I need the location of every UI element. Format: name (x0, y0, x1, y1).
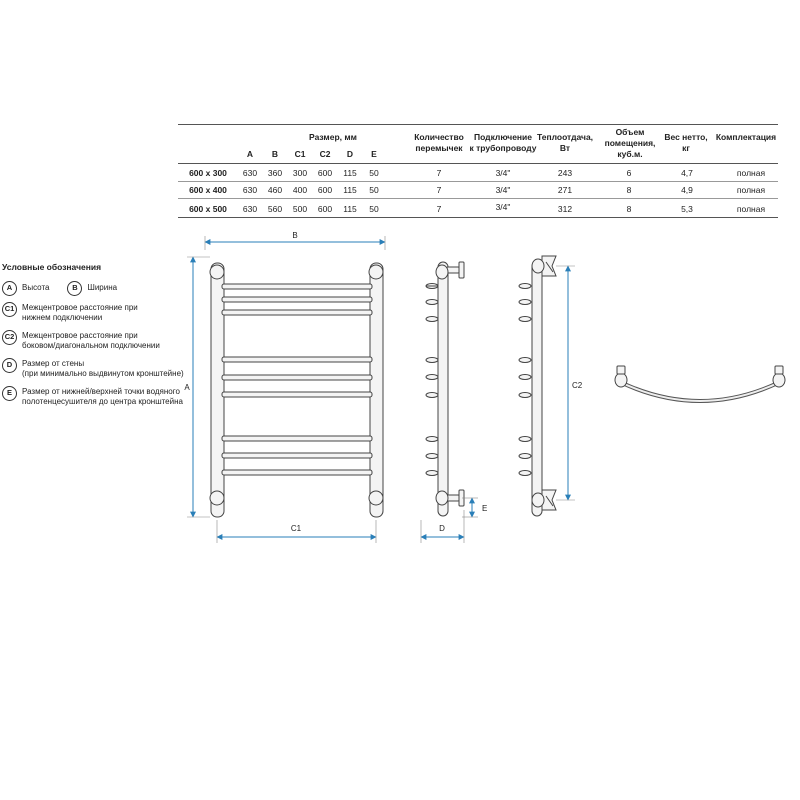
dimension-c2 (556, 266, 583, 500)
row-cell: 6 (626, 168, 632, 178)
row-cell: полная (736, 185, 766, 195)
row-cell: 360 (267, 168, 283, 178)
row-cell: 400 (292, 185, 308, 195)
legend-item-c1: C1 Межцентровое расстояние при нижнем подключении (2, 302, 192, 324)
row-cell: 3/4" (495, 185, 511, 195)
legend-item-d: D Размер от стены (при минимально выдвинутом кронштейне) (2, 358, 192, 380)
row-cell: 500 (292, 204, 308, 214)
front-view (210, 263, 383, 517)
row-cell: 3/4" (495, 202, 511, 212)
top-right-connector (369, 265, 383, 279)
bottom-right-connector (369, 491, 383, 505)
row-cell: 560 (267, 204, 283, 214)
row-cell: 630 (242, 185, 258, 195)
label-e: E (482, 504, 488, 513)
dimension-a (184, 257, 210, 517)
legend-text-a: Высота (22, 282, 50, 292)
row-cell: 50 (369, 168, 379, 178)
size-header: Размер, мм (309, 132, 357, 142)
legend-code-a: A (2, 281, 17, 296)
row-cell: 600 (317, 185, 333, 195)
legend-code: C2 (2, 330, 17, 345)
rungs (222, 284, 372, 475)
bottom-left-connector (210, 491, 224, 505)
side-view-right (519, 256, 556, 516)
dimension-b (205, 231, 385, 250)
row-cell: 460 (267, 185, 283, 195)
row-cell: 115 (343, 185, 357, 195)
row-cell: 630 (242, 204, 258, 214)
row-cell: 8 (626, 185, 632, 195)
row-cell: 600 (317, 204, 333, 214)
label-d: D (439, 524, 445, 533)
row-size: 600 х 500 (189, 204, 227, 214)
col-d: D (346, 149, 354, 159)
row-cell: 115 (343, 204, 357, 214)
row-cell: 630 (242, 168, 258, 178)
row-cell: 4,7 (681, 168, 693, 178)
row-cell: 7 (436, 204, 442, 214)
set-header: Комплектация (715, 132, 777, 142)
col-b: B (271, 149, 279, 159)
weight-header: Вес нетто, кг (664, 132, 708, 153)
dimension-e (462, 498, 487, 517)
row-cell: 4,9 (681, 185, 693, 195)
label-b: B (292, 231, 298, 240)
label-a: A (184, 383, 190, 392)
row-cell: полная (736, 168, 766, 178)
legend-code: D (2, 358, 17, 373)
connection-header: Подключение к трубопроводу (469, 132, 537, 153)
row-cell: 3/4" (495, 168, 511, 178)
legend-code-b: B (67, 281, 82, 296)
row-cell: 300 (292, 168, 308, 178)
row-cell: 312 (557, 204, 573, 214)
col-c2: C2 (319, 149, 331, 159)
row-cell: 243 (557, 168, 573, 178)
row-cell: 50 (369, 185, 379, 195)
label-c1: C1 (290, 524, 302, 533)
legend-title: Условные обозначения (2, 262, 102, 272)
heat-header: Теплоотдача, Вт (536, 132, 594, 153)
legend-text-b: Ширина (87, 282, 118, 292)
row-cell: 271 (557, 185, 573, 195)
room-header: Объем помещения, куб.м. (604, 127, 656, 159)
row-cell: 7 (436, 185, 442, 195)
row-size: 600 х 400 (189, 185, 227, 195)
col-c1: C1 (294, 149, 306, 159)
row-cell: 7 (436, 168, 442, 178)
rung-ends (426, 284, 438, 476)
row-size: 600 х 300 (189, 168, 227, 178)
legend-item-e: E Размер от нижней/верхней точки водяного полотенцесушителя до центра кронштейна (2, 386, 192, 408)
row-cell: полная (736, 204, 766, 214)
top-left-connector (210, 265, 224, 279)
row-cell: 5,3 (681, 204, 693, 214)
row-cell: 600 (317, 168, 333, 178)
row-cell: 50 (369, 204, 379, 214)
bridges-header: Количество перемычек (414, 132, 464, 153)
col-a: A (246, 149, 254, 159)
rung-ends (519, 284, 531, 476)
legend-code: E (2, 386, 17, 401)
legend-code: C1 (2, 302, 17, 317)
legend-item-c2: C2 Межцентровое расстояние при боковом/диагональном подключении (2, 330, 192, 352)
row-cell: 8 (626, 204, 632, 214)
col-e: E (371, 149, 377, 159)
dimension-c1 (217, 520, 376, 543)
row-cell: 115 (343, 168, 357, 178)
top-view (615, 366, 785, 401)
side-view-left (426, 262, 464, 516)
label-c2: C2 (572, 381, 583, 390)
